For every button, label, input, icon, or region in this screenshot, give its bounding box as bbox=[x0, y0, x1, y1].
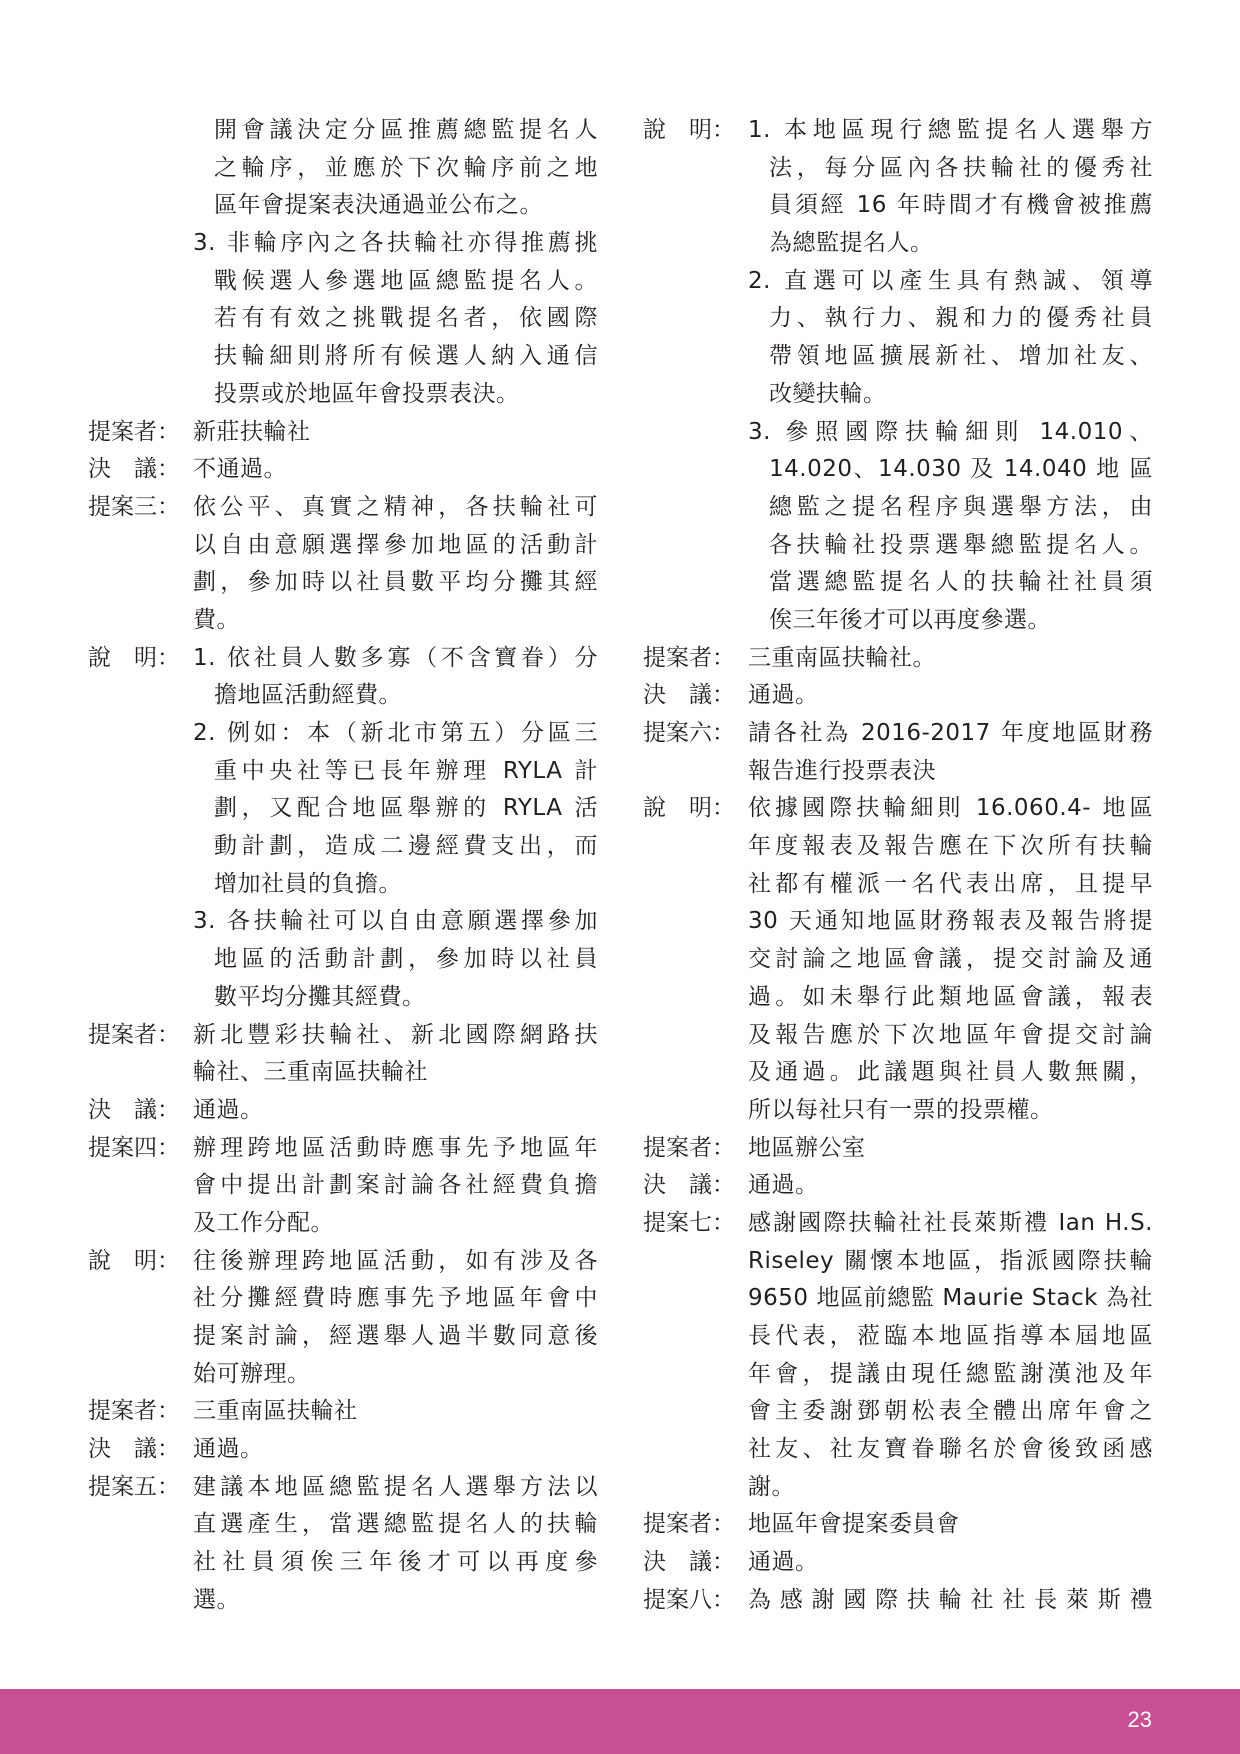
text-line bbox=[88, 527, 598, 565]
text-line bbox=[643, 1469, 1153, 1507]
text-line bbox=[643, 1054, 1153, 1092]
line-text: 請各社為 2016-2017 年度地區財務 bbox=[748, 720, 1153, 746]
item-label: 決 議： bbox=[643, 1172, 735, 1199]
text-line bbox=[643, 1092, 1153, 1130]
text-line bbox=[88, 1280, 598, 1318]
line-text: 通過。 bbox=[748, 1549, 819, 1576]
left-column bbox=[88, 112, 598, 1620]
line-text: 動計劃，造成二邊經費支出，而 bbox=[214, 833, 598, 860]
text-line bbox=[643, 150, 1153, 188]
line-text: 9650 地區前總監 Maurie Stack 為社 bbox=[748, 1285, 1153, 1312]
line-text: 所以每社只有一票的投票權。 bbox=[748, 1096, 1054, 1123]
text-line bbox=[88, 1130, 598, 1168]
text-line bbox=[88, 1167, 598, 1205]
line-text: 14.020、14.030 及 14.040 地 區 bbox=[769, 456, 1153, 483]
item-label: 提案八： bbox=[643, 1586, 735, 1613]
text-line bbox=[643, 979, 1153, 1017]
item-label: 提案者： bbox=[643, 1511, 735, 1538]
item-label: 提案三： bbox=[88, 493, 180, 520]
text-line bbox=[88, 903, 598, 941]
line-text: 3. 非輪序內之各扶輪社亦得推薦挑 bbox=[193, 230, 598, 257]
line-text: 通過。 bbox=[193, 1096, 264, 1123]
text-line bbox=[643, 414, 1153, 452]
line-text: 及通過。此議題與社員人數無關， bbox=[748, 1059, 1153, 1086]
text-line bbox=[88, 1243, 598, 1281]
line-text: 通過。 bbox=[748, 682, 819, 709]
line-text: 社都有權派一名代表出席，且提早 bbox=[748, 870, 1153, 897]
text-line bbox=[88, 790, 598, 828]
text-line bbox=[643, 300, 1153, 338]
line-text: 1. 本地區現行總監提名人選舉方 bbox=[748, 117, 1153, 143]
line-text: 選。 bbox=[193, 1586, 240, 1613]
line-text: 社友、社友寶眷聯名於會後致函感 bbox=[748, 1436, 1153, 1463]
text-line bbox=[643, 753, 1153, 791]
text-line bbox=[643, 489, 1153, 527]
line-text: 當選總監提名人的扶輪社社員須 bbox=[769, 569, 1153, 596]
text-line bbox=[88, 564, 598, 602]
text-line bbox=[88, 263, 598, 301]
line-text: 開會議決定分區推薦總監提名人 bbox=[214, 117, 598, 143]
line-text: 帶領地區擴展新社、增加社友、 bbox=[769, 343, 1153, 370]
line-text: 之輪序，並應於下次輪序前之地 bbox=[214, 154, 598, 181]
text-line bbox=[643, 1167, 1153, 1205]
line-text: 法，每分區內各扶輪社的優秀社 bbox=[769, 154, 1153, 181]
line-text: 往後辦理跨地區活動，如有涉及各 bbox=[193, 1247, 598, 1274]
text-line bbox=[643, 1318, 1153, 1356]
line-text: 區年會提案表決通過並公布之。 bbox=[214, 192, 543, 219]
text-line bbox=[643, 1243, 1153, 1281]
line-text: 劃，又配合地區舉辦的 RYLA 活 bbox=[214, 795, 598, 822]
text-line bbox=[643, 602, 1153, 640]
text-line bbox=[88, 677, 598, 715]
line-text: 通過。 bbox=[748, 1172, 819, 1199]
text-line bbox=[88, 640, 598, 678]
text-line bbox=[88, 376, 598, 414]
text-line bbox=[88, 1205, 598, 1243]
item-label: 提案六： bbox=[643, 720, 735, 746]
text-line bbox=[88, 979, 598, 1017]
line-text: 年會，提議由現任總監謝漢池及年 bbox=[748, 1360, 1153, 1387]
text-line bbox=[643, 1017, 1153, 1055]
line-text: 1. 依社員人數多寡（不含寶眷）分 bbox=[193, 644, 598, 671]
item-label: 提案者： bbox=[88, 1398, 180, 1425]
line-text: 感謝國際扶輪社社長萊斯禮 Ian H.S. bbox=[748, 1209, 1153, 1236]
line-text: 地區辦公室 bbox=[748, 1134, 866, 1161]
line-text: 辦理跨地區活動時應事先予地區年 bbox=[193, 1134, 598, 1161]
line-text: 投票或於地區年會投票表決。 bbox=[214, 380, 520, 407]
line-text: 俟三年後才可以再度參選。 bbox=[769, 606, 1051, 633]
text-line bbox=[88, 1054, 598, 1092]
text-line bbox=[88, 1017, 598, 1055]
item-label: 說 明： bbox=[643, 795, 735, 822]
text-line bbox=[643, 263, 1153, 301]
line-text: 社分攤經費時應事先予地區年會中 bbox=[193, 1285, 598, 1312]
text-line bbox=[643, 941, 1153, 979]
item-label: 決 議： bbox=[88, 1096, 180, 1123]
text-line bbox=[643, 790, 1153, 828]
text-line bbox=[643, 1582, 1153, 1620]
text-line bbox=[88, 1393, 598, 1431]
item-label: 提案者： bbox=[643, 644, 735, 671]
text-line bbox=[643, 715, 1153, 753]
text-line bbox=[643, 1506, 1153, 1544]
line-text: 改變扶輪。 bbox=[769, 380, 887, 407]
page-number: 23 bbox=[1127, 1707, 1152, 1732]
line-text: 以自由意願選擇參加地區的活動計 bbox=[193, 531, 598, 558]
text-line bbox=[643, 640, 1153, 678]
text-line bbox=[643, 866, 1153, 904]
line-text: 地區的活動計劃，參加時以社員 bbox=[214, 946, 598, 973]
text-line bbox=[88, 753, 598, 791]
line-text: 及工作分配。 bbox=[193, 1209, 334, 1236]
text-line bbox=[88, 866, 598, 904]
text-line bbox=[88, 300, 598, 338]
text-line bbox=[643, 1130, 1153, 1168]
item-label: 提案四： bbox=[88, 1134, 180, 1161]
line-text: 過。如未舉行此類地區會議，報表 bbox=[748, 983, 1153, 1010]
line-text: 新莊扶輪社 bbox=[193, 418, 311, 445]
line-text: 三重南區扶輪社。 bbox=[748, 644, 936, 671]
text-line bbox=[88, 225, 598, 263]
line-text: 30 天通知地區財務報表及報告將提 bbox=[748, 908, 1153, 935]
line-text: 建議本地區總監提名人選舉方法以 bbox=[193, 1473, 598, 1500]
item-label: 提案五： bbox=[88, 1473, 180, 1500]
text-line bbox=[643, 112, 1153, 150]
line-text: 總監之提名程序與選舉方法，由 bbox=[769, 493, 1153, 520]
text-line bbox=[643, 527, 1153, 565]
text-line bbox=[88, 941, 598, 979]
line-text: 始可辦理。 bbox=[193, 1360, 311, 1387]
line-text: 2. 直選可以產生具有熱誠、領導 bbox=[748, 267, 1153, 294]
line-text: Riseley 關懷本地區，指派國際扶輪 bbox=[748, 1247, 1153, 1274]
line-text: 直選產生，當選總監提名人的扶輪 bbox=[193, 1511, 598, 1538]
line-text: 3. 參照國際扶輪細則 14.010、 bbox=[748, 418, 1153, 445]
line-text: 交討論之地區會議，提交討論及通 bbox=[748, 946, 1153, 973]
line-text: 會主委謝鄧朝松表全體出席年會之 bbox=[748, 1398, 1153, 1425]
line-text: 增加社員的負擔。 bbox=[214, 870, 402, 897]
line-text: 費。 bbox=[193, 606, 240, 633]
line-text: 報告進行投票表決 bbox=[748, 757, 936, 784]
line-text: 及報告應於下次地區年會提交討論 bbox=[748, 1021, 1153, 1048]
text-line bbox=[88, 451, 598, 489]
text-line bbox=[643, 376, 1153, 414]
text-line bbox=[643, 338, 1153, 376]
footer-bar bbox=[0, 1689, 1240, 1754]
line-text: 會中提出計劃案討論各社經費負擔 bbox=[193, 1172, 598, 1199]
item-label: 提案者： bbox=[88, 1021, 180, 1048]
text-line bbox=[88, 828, 598, 866]
text-line bbox=[643, 187, 1153, 225]
line-text: 戰候選人參選地區總監提名人。 bbox=[214, 267, 598, 294]
line-text: 輪社、三重南區扶輪社 bbox=[193, 1059, 428, 1086]
item-label: 決 議： bbox=[88, 1436, 180, 1463]
right-column bbox=[643, 112, 1153, 1620]
item-label: 說 明： bbox=[88, 644, 180, 671]
text-line bbox=[88, 1356, 598, 1394]
item-label: 提案七： bbox=[643, 1209, 735, 1236]
text-line bbox=[88, 1544, 598, 1582]
line-text: 為感謝國際扶輪社社長萊斯禮 bbox=[748, 1586, 1153, 1613]
text-line bbox=[88, 338, 598, 376]
line-text: 不通過。 bbox=[193, 456, 287, 483]
line-text: 年度報表及報告應在下次所有扶輪 bbox=[748, 833, 1153, 860]
text-line bbox=[88, 1092, 598, 1130]
line-text: 重中央社等已長年辦理 RYLA 計 bbox=[214, 757, 598, 784]
line-text: 通過。 bbox=[193, 1436, 264, 1463]
line-text: 為總監提名人。 bbox=[769, 230, 934, 257]
text-line bbox=[643, 1544, 1153, 1582]
text-line bbox=[88, 1318, 598, 1356]
text-line bbox=[88, 1469, 598, 1507]
line-text: 提案討論，經選舉人過半數同意後 bbox=[193, 1323, 598, 1349]
text-line bbox=[643, 451, 1153, 489]
line-text: 依據國際扶輪細則 16.060.4- 地區 bbox=[748, 795, 1153, 822]
line-text: 劃，參加時以社員數平均分攤其經 bbox=[193, 569, 598, 596]
item-label: 決 議： bbox=[88, 456, 180, 483]
text-line bbox=[643, 564, 1153, 602]
line-text: 地區年會提案委員會 bbox=[748, 1511, 960, 1538]
line-text: 社社員須俟三年後才可以再度參 bbox=[193, 1549, 598, 1576]
line-text: 2. 例如：本（新北市第五）分區三 bbox=[193, 720, 598, 746]
text-line bbox=[643, 677, 1153, 715]
line-text: 擔地區活動經費。 bbox=[214, 682, 402, 709]
text-line bbox=[643, 1393, 1153, 1431]
text-line bbox=[88, 715, 598, 753]
text-line bbox=[643, 828, 1153, 866]
text-line bbox=[88, 112, 598, 150]
text-line bbox=[88, 414, 598, 452]
item-label: 決 議： bbox=[643, 682, 735, 709]
text-line bbox=[88, 187, 598, 225]
line-text: 數平均分攤其經費。 bbox=[214, 983, 426, 1010]
line-text: 新北豐彩扶輪社、新北國際網路扶 bbox=[193, 1021, 598, 1048]
line-text: 各扶輪社投票選舉總監提名人。 bbox=[769, 531, 1153, 558]
item-label: 說 明： bbox=[643, 117, 735, 143]
line-text: 依公平、真實之精神，各扶輪社可 bbox=[193, 493, 598, 520]
text-line bbox=[643, 1280, 1153, 1318]
item-label: 說 明： bbox=[88, 1247, 180, 1274]
text-line bbox=[88, 1582, 598, 1620]
line-text: 長代表，蒞臨本地區指導本屆地區 bbox=[748, 1323, 1153, 1349]
line-text: 員須經 16 年時間才有機會被推薦 bbox=[769, 192, 1153, 219]
line-text: 三重南區扶輪社 bbox=[193, 1398, 358, 1425]
text-line bbox=[643, 903, 1153, 941]
line-text: 若有有效之挑戰提名者，依國際 bbox=[214, 305, 598, 332]
item-label: 決 議： bbox=[643, 1549, 735, 1576]
text-line bbox=[643, 1356, 1153, 1394]
text-line bbox=[88, 489, 598, 527]
text-line bbox=[643, 225, 1153, 263]
text-line bbox=[643, 1205, 1153, 1243]
text-line bbox=[88, 1506, 598, 1544]
text-line bbox=[88, 150, 598, 188]
text-line bbox=[88, 1431, 598, 1469]
item-label: 提案者： bbox=[88, 418, 180, 445]
line-text: 謝。 bbox=[748, 1473, 795, 1500]
line-text: 力、執行力、親和力的優秀社員 bbox=[769, 305, 1153, 332]
item-label: 提案者： bbox=[643, 1134, 735, 1161]
text-line bbox=[643, 1431, 1153, 1469]
line-text: 3. 各扶輪社可以自由意願選擇參加 bbox=[193, 908, 598, 935]
line-text: 扶輪細則將所有候選人納入通信 bbox=[214, 343, 598, 370]
text-line bbox=[88, 602, 598, 640]
